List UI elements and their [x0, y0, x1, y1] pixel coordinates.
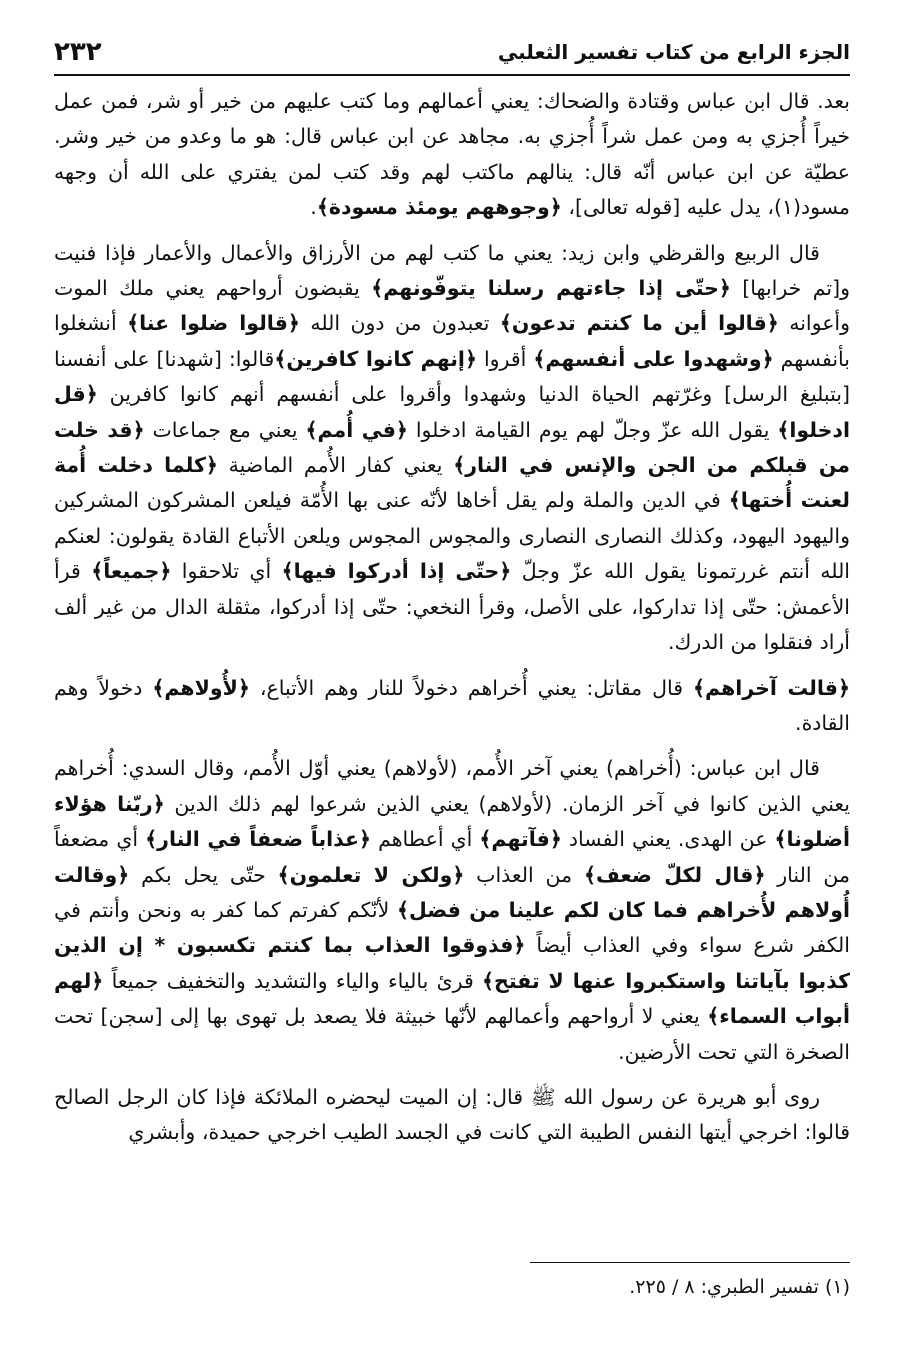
text-segment: قرئ بالياء والياء والتشديد والتخفيف جميعاً — [103, 968, 483, 993]
text-segment: قال مقاتل: يعني أُخراهم دخولاً للنار وهم الأتباع، — [249, 675, 693, 700]
page-body — [54, 84, 850, 1151]
quran-quote: ﴿في أُمم﴾ — [305, 417, 408, 442]
text-segment: دخولاً وهم القادة. — [54, 675, 850, 735]
text-segment: أقروا — [476, 346, 534, 371]
quran-quote: ﴿قالت آخراهم﴾ — [693, 675, 850, 700]
text-segment: قرأ الأعمش: حتّى إذا تداركوا، على الأصل، وقرأ النخعي: حتّى إذا أدركوا، مثقلة الدال من غير ألف أراد فنقلوا من الدرك. — [54, 559, 850, 655]
text-segment: يعني لا أرواحهم وأعمالهم لأنّها خبيثة فلا يصعد بل تهوى بها إلى [سجن] تحت الصخرة التي تحت الأرضين. — [54, 1004, 850, 1064]
paragraph — [54, 671, 850, 742]
text-segment: أنشغلوا بأنفسهم — [54, 311, 850, 371]
page-number: ٢٣٢ — [54, 37, 102, 67]
quran-quote: ﴿قالوا ضلوا عنا﴾ — [127, 311, 300, 336]
quran-quote: ﴿إنهم كانوا كافرين﴾ — [274, 346, 477, 371]
text-segment: ، يدل عليه [قوله تعالى]، — [561, 195, 774, 220]
quran-quote: ﴿قد خلت من قبلكم من الجن والإنس في النار﴾ — [54, 417, 850, 478]
text-segment: يقول الله عزّ وجلّ لهم يوم القيامة ادخلوا — [407, 417, 778, 442]
quran-quote: ﴿كلما دخلت أُمة لعنت أُختها﴾ — [54, 453, 850, 513]
text-segment: أي أعطاهم — [371, 827, 480, 852]
quran-quote: ﴿وشهدوا على أنفسهم﴾ — [533, 346, 774, 371]
footnote: (١) تفسير الطبري: ٨ / ٢٢٥. — [629, 1276, 850, 1298]
running-title: الجزء الرابع من كتاب تفسير الثعلبي — [497, 40, 850, 64]
text-segment: قال الربيع والقرظي وابن زيد: يعني ما كتب لهم من الأرزاق والأعمال والأعمار فإذا فنيت و[تم خرابها] — [54, 240, 850, 301]
quran-quote: ﴿جميعاً﴾ — [91, 559, 172, 584]
quran-quote: ﴿وجوههم يومئذ مسودة﴾ — [316, 195, 562, 220]
quran-quote: ﴿ولكن لا تعلمون﴾ — [277, 862, 465, 887]
text-segment: في الدين والملة ولم يقل أخاها لأنّه عنى بها الأُمّة فيلعن المشركون المشركين واليهود اليهود، وكذلك النصارى النصارى والمجوس المجوس ويلعن الأتباع القادة يقولون: لعنكم الله أنتم غررتمونا يقول الله عزّ وجلّ — [54, 488, 851, 584]
paragraph — [54, 751, 850, 1070]
text-segment: قالوا: [شهدنا] على أنفسنا [بتبليغ الرسل] وغرّتهم الحياة الدنيا وشهدوا وأقروا على أنفسهم أنهم كانوا كافرين — [54, 346, 850, 407]
text-segment: يعني كفار الأُمم الماضية — [217, 453, 454, 478]
text-segment: يقبضون أرواحهم يعني ملك الموت وأعوانه — [54, 276, 851, 336]
text-segment: أي مضعفاً من النار — [54, 827, 850, 887]
quran-quote: ﴿قالوا أين ما كنتم تدعون﴾ — [499, 311, 779, 336]
text-segment: لأنّكم كفرتم كما كفر به ونحن وأنتم في الكفر شرع سواء وفي العذاب أيضاً — [54, 897, 850, 958]
text-segment: . — [310, 195, 317, 220]
quran-quote: ﴿حتّى إذا أدركوا فيها﴾ — [281, 559, 512, 584]
page-header — [54, 30, 850, 76]
text-segment: تعبدون من دون الله — [299, 311, 500, 336]
quran-quote: ﴿عذاباً ضعفاً في النار﴾ — [145, 827, 372, 852]
quran-quote: ﴿فذوقوا العذاب بما كنتم تكسبون * إن الذين كذبوا بآياتنا واستكبروا عنها لا تفتح﴾ — [54, 933, 850, 993]
text-segment: عن الهدى. يعني الفساد — [561, 827, 775, 852]
text-segment: (١) — [773, 195, 801, 220]
paragraph — [54, 84, 850, 226]
text-segment: يعني مع جماعات — [144, 417, 306, 442]
text-segment: أي تلاحقوا — [171, 559, 282, 584]
paragraph — [54, 1080, 850, 1151]
text-segment: بعد. قال ابن عباس وقتادة والضحاك: يعني أعمالهم وما كتب عليهم من خير أو شر، فمن عمل خيراً أُجزي به ومن عمل شراً أُجزي به. مجاهد عن ابن عباس قال: هو ما وعدو من خير وشر. عطيّة عن ابن عباس أنّه قال: ينالهم ماكتب لهم وقد كتب لمن يفتري على الله أن وجهه مسود — [54, 89, 850, 220]
text-segment: قال ابن عباس: (أُخراهم) يعني آخر الأُمم، (لأولاهم) يعني أوّل الأُمم، وقال السدي: أُخراهم يعني الذين كانوا في آخر الزمان. (لأولاهم) يعني الذين شرعوا لهم ذلك الدين — [54, 756, 850, 816]
quran-quote: ﴿ربّنا هؤلاء أضلونا﴾ — [54, 791, 851, 852]
quran-quote: ﴿وقالت أُولاهم لأُخراهم فما كان لكم علينا من فضل﴾ — [54, 862, 850, 922]
text-segment: من العذاب — [464, 862, 584, 887]
text-segment: روى أبو هريرة عن رسول الله ﷺ قال: إن الميت ليحضره الملائكة فإذا كان الرجل الصالح قالوا: اخرجي أيتها النفس الطيبة التي كانت في الجسد الطيب اخرجي حميدة، وأبشري — [54, 1084, 850, 1145]
footnote-divider — [530, 1262, 850, 1263]
text-segment: حتّى يحل بكم — [129, 862, 278, 887]
quran-quote: ﴿حتّى إذا جاءتهم رسلنا يتوفّونهم﴾ — [371, 276, 731, 301]
quran-quote: ﴿لأُولاهم﴾ — [152, 675, 250, 700]
paragraph — [54, 236, 850, 661]
quran-quote: ﴿لهم أبواب السماء﴾ — [54, 968, 851, 1029]
quran-quote: ﴿فآتهم﴾ — [479, 827, 562, 852]
quran-quote: ﴿قال لكلّ ضعف﴾ — [583, 862, 766, 887]
quran-quote: ﴿قل ادخلوا﴾ — [54, 382, 850, 442]
